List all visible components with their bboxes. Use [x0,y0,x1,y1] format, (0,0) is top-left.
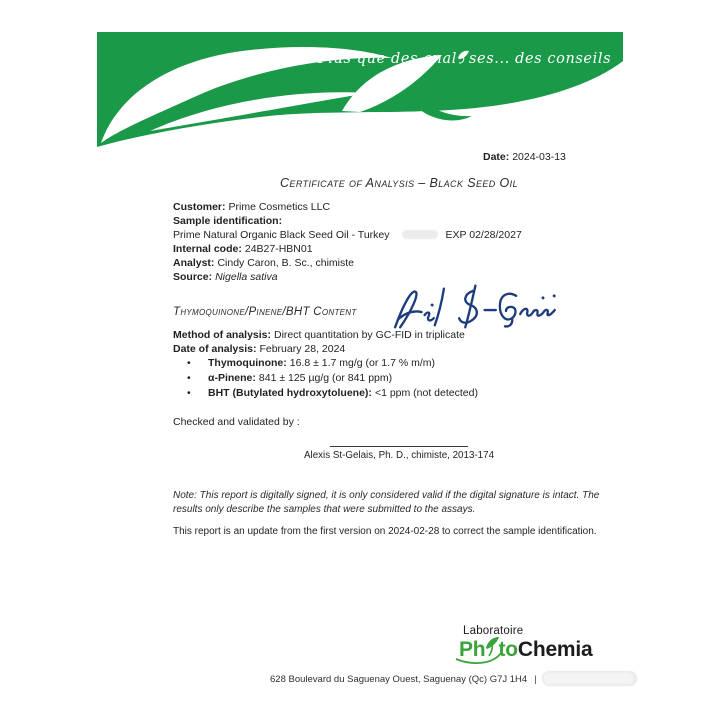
page-title: Certificate of Analysis – Black Seed Oil [280,176,518,190]
logo-ph: Ph [459,638,486,661]
result-item-thymoquinone [187,356,478,371]
date-label: Date: [483,151,510,163]
signatory-name: Alexis St-Gelais, Ph. D., chimiste, 2013-174 [303,450,495,461]
tagline [318,50,612,67]
result-value: 16.8 ± 1.7 mg/g (or 1.7 % m/m) [289,357,435,369]
sample-id-value-line [173,228,522,242]
sample-id-label: Sample identification: [173,215,283,227]
logo-laboratoire: Laboratoire [463,625,524,637]
method-line [173,329,465,341]
sample-expiry: EXP 02/28/2027 [445,229,522,241]
header-leaf-banner [0,0,720,160]
signature-image [390,282,568,334]
customer-line [173,200,522,214]
signature-rule [330,446,468,447]
bullet-icon: • [187,371,191,384]
tagline-part1: Plus que des anal [318,51,457,67]
source-value: Nigella sativa [215,271,278,283]
analyst-value: Cindy Caron, B. Sc., chimiste [217,257,354,269]
footer-address [270,671,637,686]
internal-code-line [173,242,522,256]
result-label: BHT (Butylated hydroxytoluene): [208,386,372,399]
result-item-pinene [187,371,478,386]
checked-by-label: Checked and validated by : [173,416,300,428]
update-note: This report is an update from the first version on 2024-02-28 to correct the sample identification. [173,526,597,537]
sample-name: Prime Natural Organic Black Seed Oil - Turkey [173,229,390,241]
analyst-line [173,256,522,270]
address-separator: | [534,674,537,685]
customer-label: Customer: [173,201,226,213]
source-label: Source: [173,271,213,283]
address-text: 628 Boulevard du Saguenay Ouest, Saguenay (Qc) G7J 1H4 [270,674,528,685]
tagline-part2: ses... des conseils [468,51,612,67]
internal-code-label: Internal code: [173,243,242,255]
date-value: 2024-03-13 [512,151,566,163]
result-item-bht [187,386,478,401]
redacted-lot-area [402,230,438,239]
result-value: <1 ppm (not detected) [374,386,478,399]
analysis-date-line [173,343,345,355]
bullet-icon: • [187,386,191,399]
method-label: Method of analysis: [173,329,272,341]
analyst-label: Analyst: [173,257,215,269]
result-label: α-Pinene: [208,371,256,384]
section-heading: Thymoquinone/Pinene/BHT Content [173,306,357,318]
digital-signature-note: Note: This report is digitally signed, it is only considered valid if the digital signature is intact. The results only describe the samples that were submitted to the assays. [173,490,600,515]
analysis-date-label: Date of analysis: [173,343,257,355]
bullet-icon: • [187,357,191,369]
sample-info-block [173,200,522,284]
tagline-leaf-icon [457,50,469,65]
result-label: Thymoquinone: [208,357,287,369]
method-value: Direct quantitation by GC-FID in triplicate [274,329,465,341]
result-value: 841 ± 125 µg/g (or 841 ppm) [258,371,393,384]
report-date [483,151,566,163]
internal-code-value: 24B27-HBN01 [244,243,313,255]
redacted-contact-area [542,671,637,686]
results-list [187,356,478,400]
logo-stem-swoosh-icon [455,651,503,668]
customer-value: Prime Cosmetics LLC [228,201,331,213]
logo-chemia: Chemia [517,638,593,661]
analysis-date-value: February 28, 2024 [259,343,346,355]
logo-to: to [498,638,518,661]
sample-id-label-line [173,214,522,228]
